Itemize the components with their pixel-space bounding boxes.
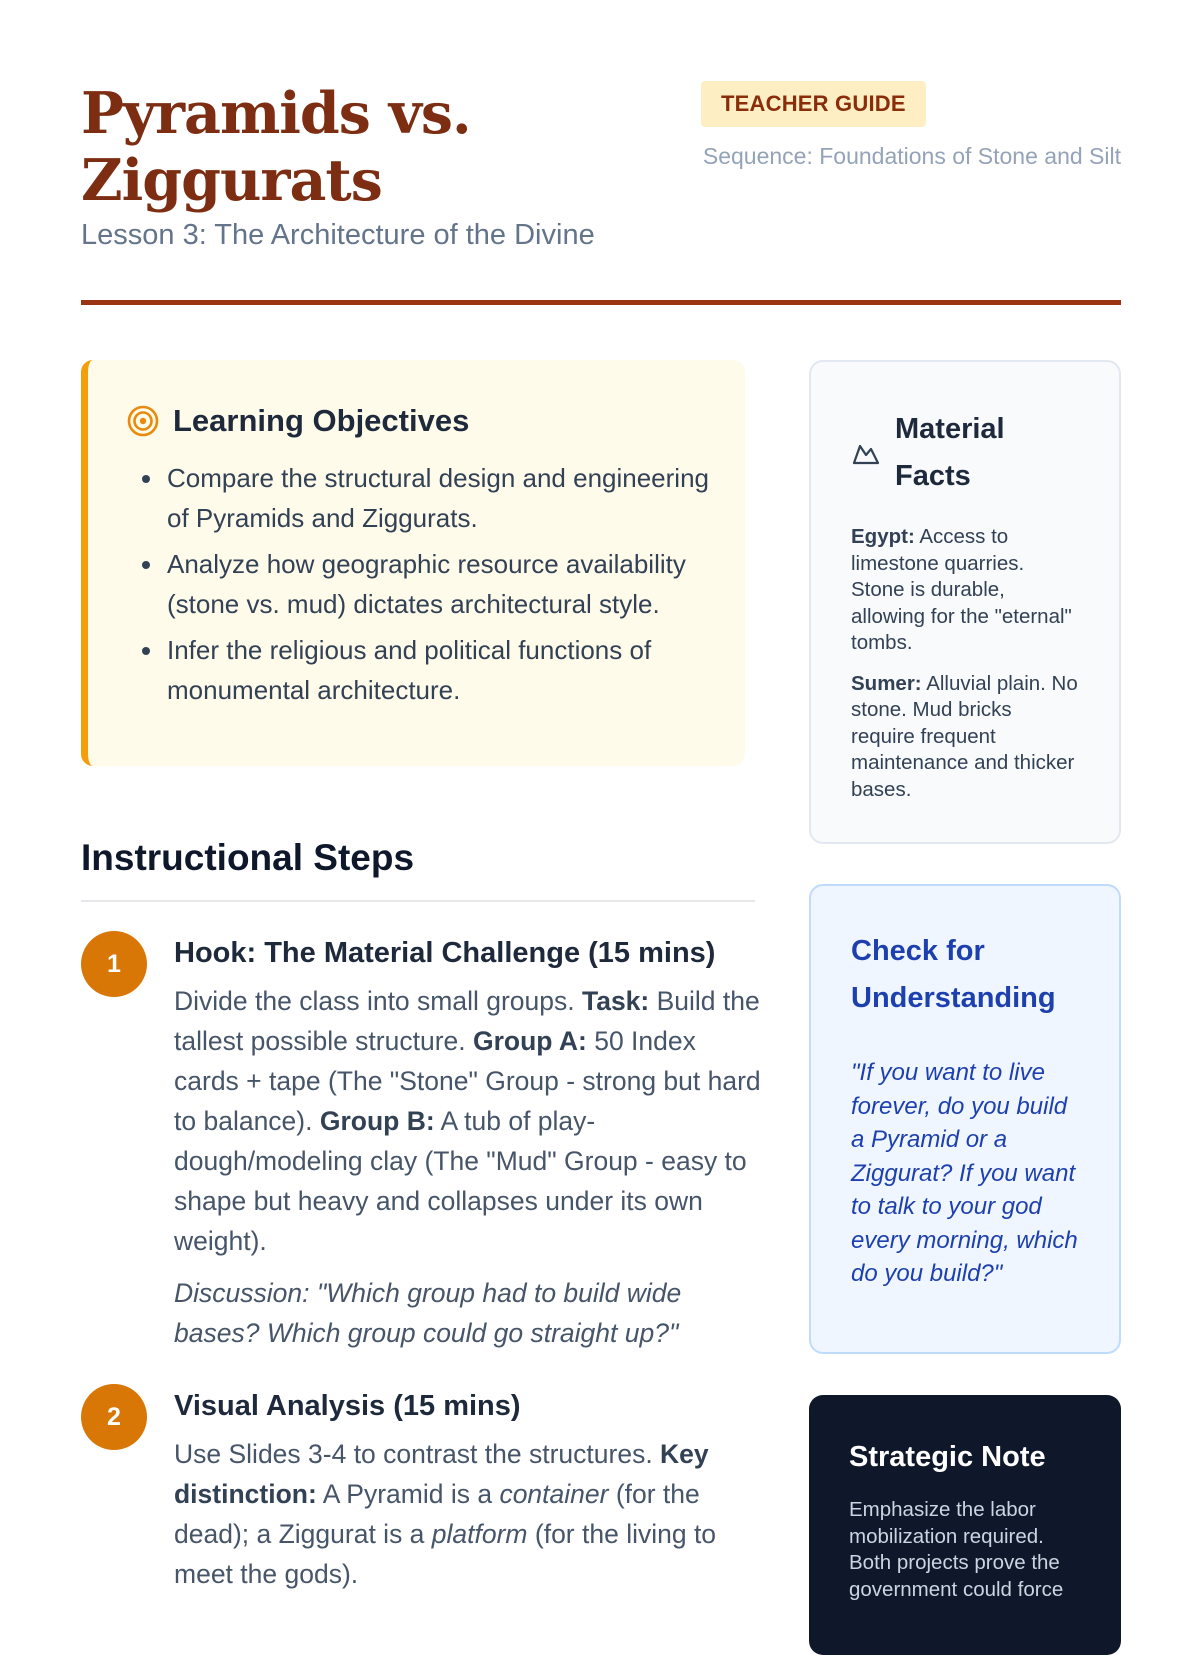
egypt-fact bbox=[851, 524, 1079, 657]
step-text-segment: (for the dead); a Ziggurat is a bbox=[174, 1479, 700, 1549]
target-icon bbox=[127, 405, 159, 437]
instructional-steps-heading: Instructional Steps bbox=[81, 837, 415, 878]
lesson-subtitle: Lesson 3: The Architecture of the Divine bbox=[81, 219, 595, 251]
strategic-note-card bbox=[809, 1395, 1121, 1655]
step-discussion: Discussion: "Which group had to build wide bases? Which group could go straight up?" bbox=[174, 1278, 682, 1348]
check-question: "If you want to live forever, do you build a Pyramid or a Ziggurat? If you want to talk to your god every morning, which do you build?" bbox=[851, 1059, 1078, 1287]
material-facts-card bbox=[809, 360, 1121, 844]
sumer-fact bbox=[851, 671, 1079, 804]
material-facts-title: Material Facts bbox=[895, 413, 1005, 492]
step-description bbox=[174, 1434, 764, 1594]
objectives-title: Learning Objectives bbox=[173, 403, 470, 438]
lesson-page bbox=[81, 0, 1121, 1600]
step-text-segment: Divide the class into small groups. bbox=[174, 986, 582, 1016]
check-for-understanding-card bbox=[809, 884, 1121, 1354]
step-text-segment: A tub of play-dough/modeling clay (The "Mud" Group - easy to shape but heavy and collapses under its own weight). bbox=[174, 1106, 747, 1256]
objective-item: • Infer the religious and political functions of monumental architecture. bbox=[165, 630, 715, 710]
step-text-segment: A Pyramid is a bbox=[316, 1479, 500, 1509]
step-number-badge: 1 bbox=[81, 931, 147, 997]
step-text-segment: (for the living to meet the gods). bbox=[174, 1519, 717, 1589]
learning-objectives-card bbox=[81, 360, 745, 766]
sequence-label: Sequence: Foundations of Stone and Silt bbox=[702, 143, 1121, 169]
header-divider bbox=[81, 300, 1121, 305]
strategic-note-text: Emphasize the labor mobilization required. Both projects prove the government could force bbox=[849, 1498, 1064, 1601]
page-header bbox=[81, 80, 1121, 305]
objective-item: • Analyze how geographic resource availability (stone vs. mud) dictates architectural style. bbox=[165, 544, 715, 624]
mountain-icon bbox=[851, 438, 881, 468]
strategic-note-title: Strategic Note bbox=[849, 1441, 1046, 1473]
check-title: Check for Understanding bbox=[851, 935, 1056, 1014]
step-title: Visual Analysis (15 mins) bbox=[174, 1390, 521, 1422]
teacher-guide-badge: TEACHER GUIDE bbox=[701, 81, 926, 127]
steps-divider bbox=[81, 900, 755, 902]
objectives-header bbox=[127, 396, 715, 446]
step-text-segment: Use Slides 3-4 to contrast the structures. bbox=[174, 1439, 661, 1469]
step-text-bold: Group A: bbox=[473, 1026, 587, 1056]
objective-item: • Compare the structural design and engineering of Pyramids and Ziggurats. bbox=[165, 458, 715, 538]
step-body bbox=[174, 931, 764, 1353]
fact-label: Sumer: bbox=[851, 671, 922, 695]
fact-text: Alluvial plain. No stone. Mud bricks require frequent maintenance and thicker bases. bbox=[851, 671, 1078, 801]
step-text-italic: platform bbox=[431, 1519, 528, 1549]
step-number-badge: 2 bbox=[81, 1384, 147, 1450]
step-text-italic: container bbox=[499, 1479, 609, 1509]
page-title: Pyramids vs. Ziggurats bbox=[81, 80, 471, 214]
objectives-list bbox=[127, 458, 715, 710]
material-facts-header bbox=[851, 406, 1079, 500]
fact-label: Egypt: bbox=[851, 525, 915, 548]
step-text-segment: 50 Index cards + tape (The "Stone" Group - strong but hard to balance). bbox=[174, 1026, 761, 1136]
step-title: Hook: The Material Challenge (15 mins) bbox=[174, 937, 716, 969]
step-text-bold: Key distinction: bbox=[174, 1439, 709, 1509]
step-text-segment: Build the tallest possible structure. bbox=[174, 986, 760, 1056]
fact-text: Access to limestone quarries. Stone is durable, allowing for the "eternal" tombs. bbox=[851, 525, 1072, 654]
step-body bbox=[174, 1384, 764, 1594]
step-text-bold: Group B: bbox=[319, 1106, 435, 1136]
step-description bbox=[174, 981, 764, 1261]
step-text-bold: Task: bbox=[581, 986, 650, 1016]
